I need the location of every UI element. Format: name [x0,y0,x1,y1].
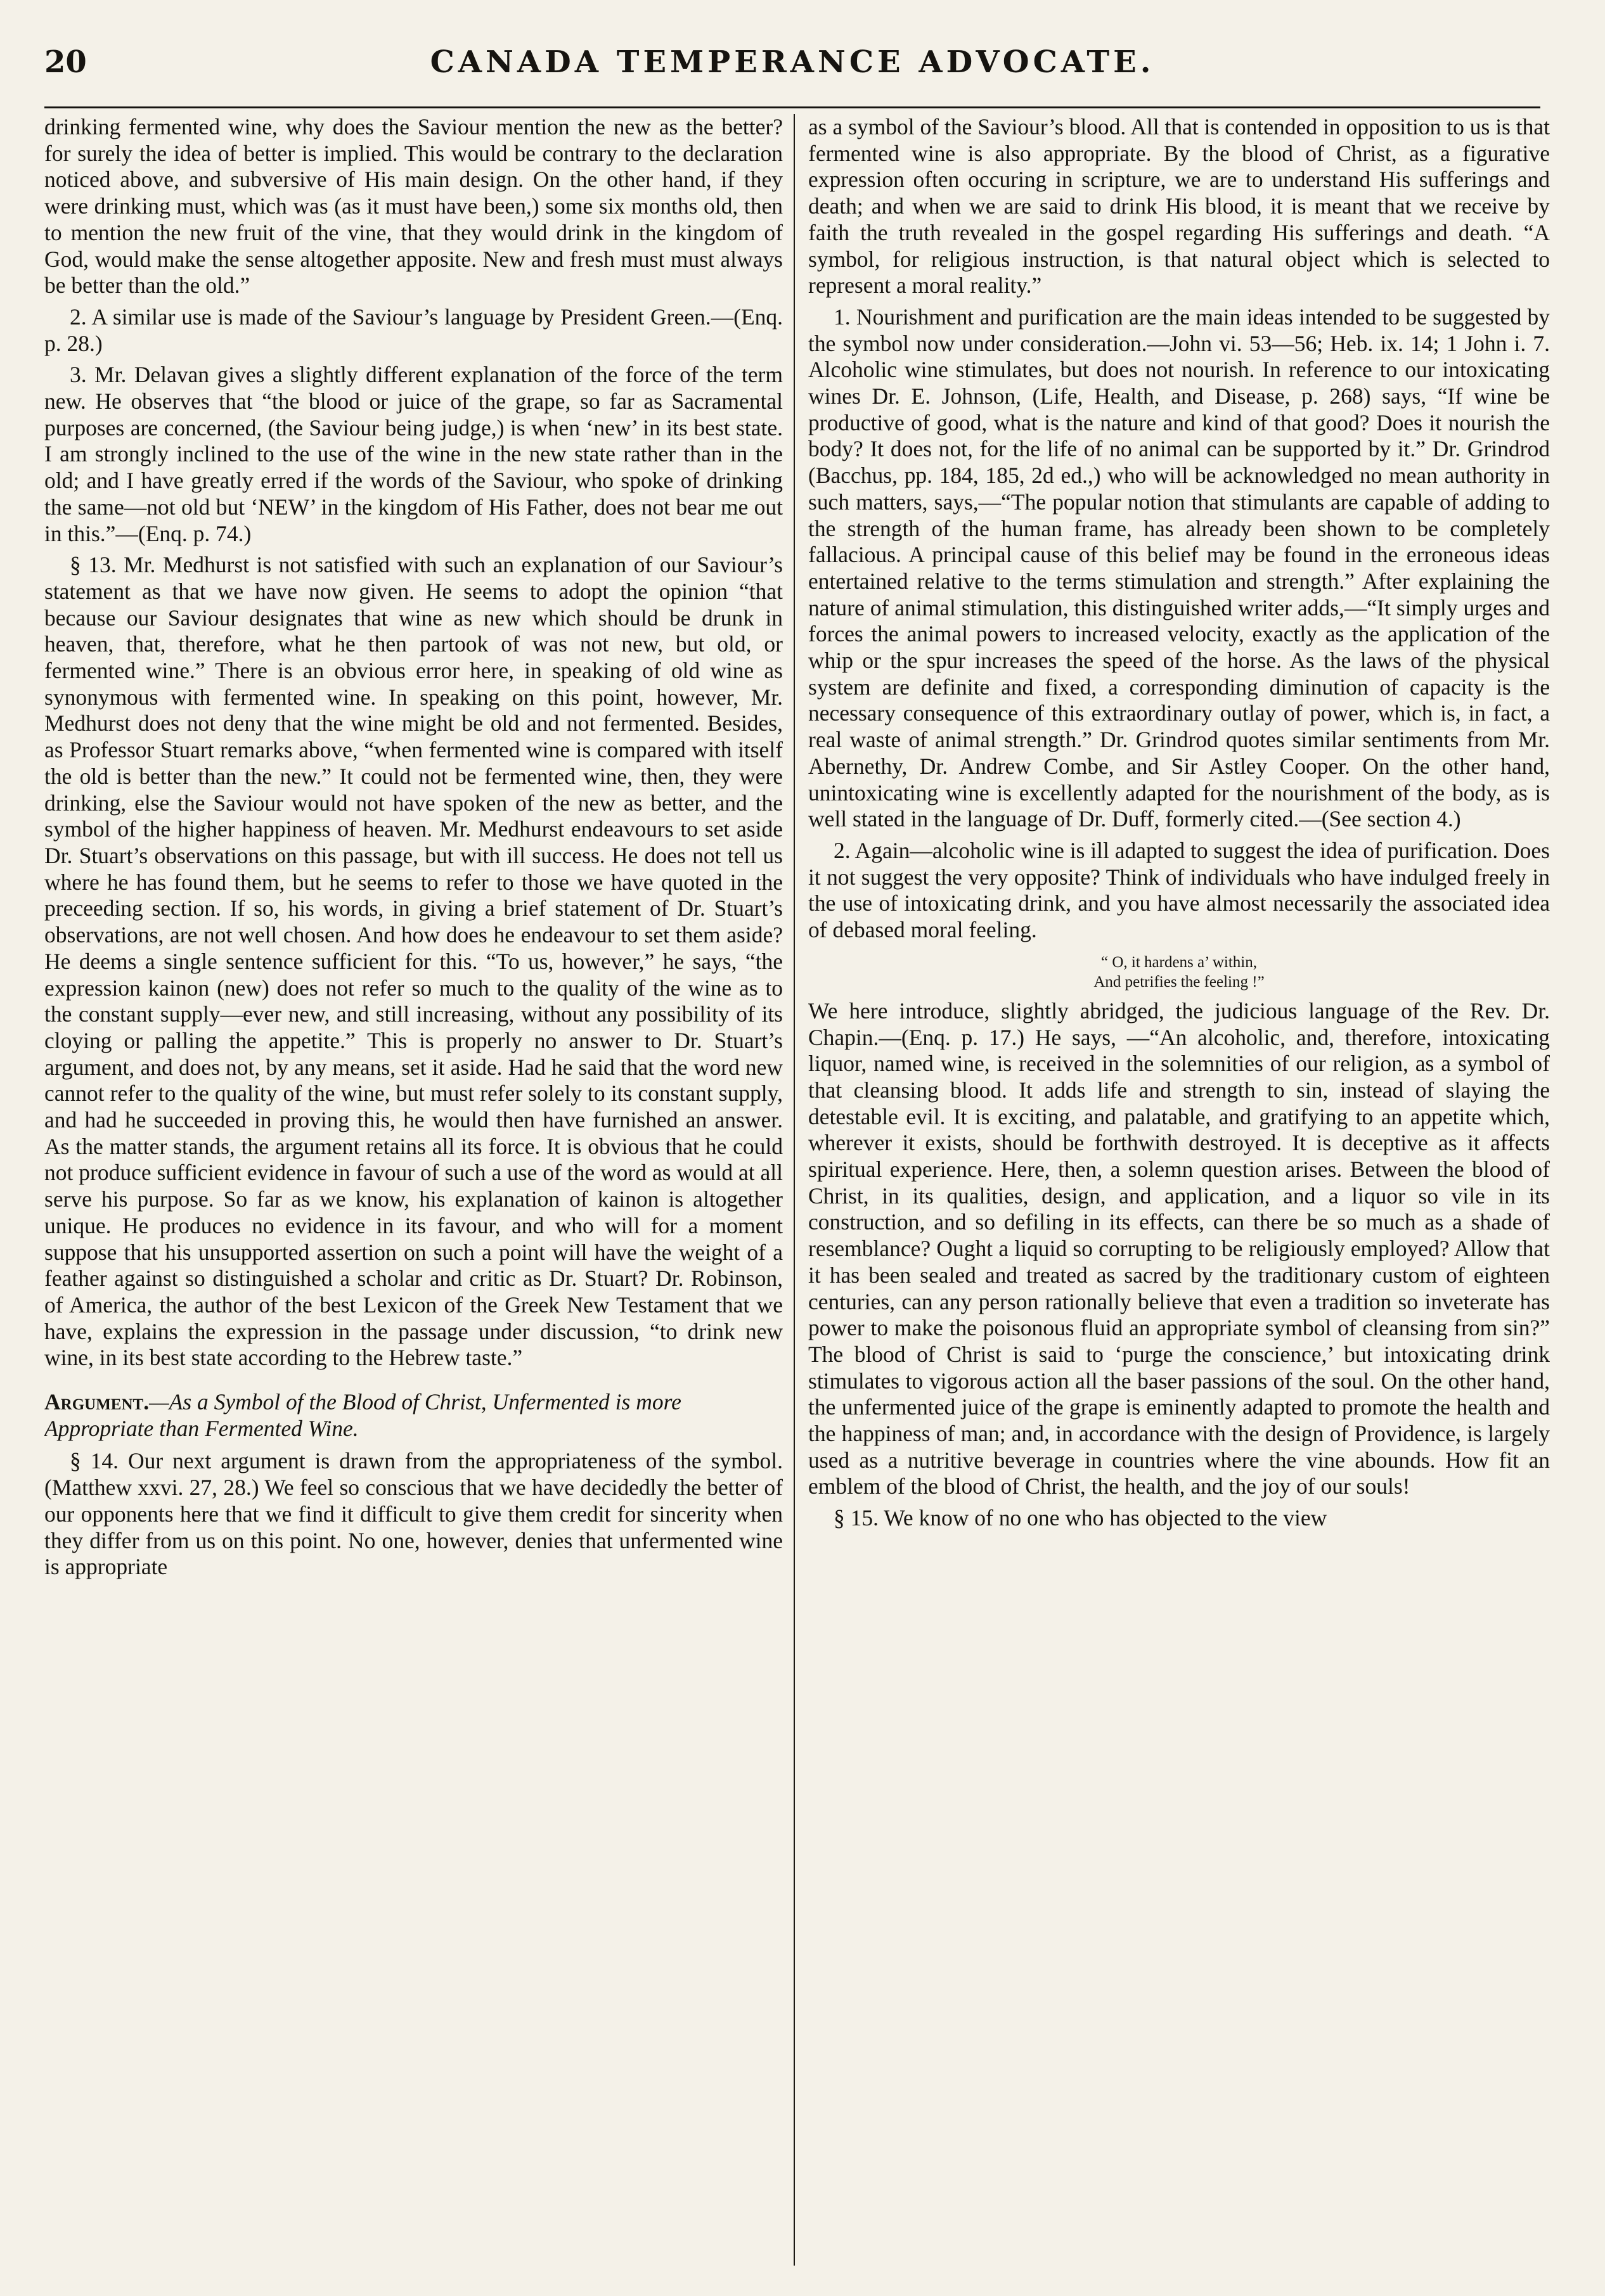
journal-title: CANADA TEMPERANCE ADVOCATE. [430,44,1155,80]
left-paragraph-1: drinking fermented wine, why does the Saviour mention the new as the better? for surely the idea of better is implied. This would be contrary to the declaration noticed above, and subversive of His main design. On the other hand, if they were drinking must, which was (as it must have been,) some six months old, then to mention the new fruit of the vine, that they would drink in the kingdom of God, would make the sense altogether apposite. New and fresh must must always be better than the old.” [44,114,783,298]
poetry-quote [808,952,1550,992]
right-paragraph-5: § 15. We know of no one who has objected to the view [834,1505,1327,1531]
left-column [44,114,783,2281]
argument-heading [44,1389,783,1442]
left-paragraph-4: § 13. Mr. Medhurst is not satisfied with such an explanation of our Saviour’s statement as that we have now given. He seems to adopt the opinion “that because our Saviour designates that wine as new which should be drunk in heaven, that, therefore, what he then partook of was not new, but old, or fermented wine.” There is an obvious error here, in speaking of old wine as synonymous with fermented wine. In speaking on this point, however, Mr. Medhurst does not deny that the wine might be old and not fermented. Besides, as Professor Stuart remarks above, “when fermented wine is compared with itself the old is better than the new.” It could not be fermented wine, then, they were drinking, else the Saviour would not have spoken of the new as better, and the symbol of the higher happiness of heaven. Mr. Medhurst endeavours to set aside Dr. Stuart’s observations on this passage, but with ill success. He does not tell us where he has found them, but he seems to refer to those we have quoted in the preceeding section. If so, his words, in giving a brief statement of Dr. Stuart’s observations, are not well chosen. And how does he endeavour to set them aside? He deems a single sentence sufficient for this. “To us, however,” he says, “the expression kainon (new) does not refer so much to the quality of the wine as to the constant supply—ever new, and still increasing, without any possibility of its cloying or palling the appetite.” This is properly no answer to Dr. Stuart’s argument, and does not, by any means, set it aside. Had he said that the word new cannot refer to the quality of the wine, but must refer solely to its constant supply, and had he succeeded in proving this, he would then have furnished an answer. As the matter stands, the argument retains all its force. It is obvious that he could not produce sufficient evidence in favour of such a use of the word as would at all serve his purpose. So far as we know, his explanation of kainon is altogether unique. He produces no evidence in its favour, and who will for a moment suppose that his unsupported assertion on such a point will have the weight of a feather against so distinguished a scholar and critic as Dr. Stuart? Dr. Robinson, of America, the author of the best Lexicon of the Greek New Testament that we have, explains the expression in the passage under discussion, “to drink new wine, in its best state according to the Hebrew taste.” [44,552,783,1371]
header-rule [44,106,1540,108]
right-paragraph-4: We here introduce, slightly abridged, the judicious language of the Rev. Dr. Chapin.—(Enq. p. 17.) He says, —“An alcoholic, and, therefore, intoxicating liquor, named wine, is received in the solemnities of our religion, as a symbol of that cleansing blood. It adds life and strength to sin, instead of slaying the detestable evil. It is exciting, and palatable, and gratifying to an appetite which, wherever it exists, should be forthwith destroyed. It is deceptive as it affects spiritual experience. Here, then, a solemn question arises. Between the blood of Christ, in its qualities, design, and application, and a liquor so vile in its construction, and so defiling in its effects, can there be so much as a shade of resemblance? Ought a liquid so corrupting to be religiously employed? Allow that it has been sealed and treated as sacred by the traditionary custom of eighteen centuries, can any person rationally believe that even a tradition so inveterate has power to make the poisonous fluid an appropriate symbol of cleansing from sin?” The blood of Christ is said to ‘purge the conscience,’ but intoxicating drink stimulates to vigorous action all the baser passions of the soul. On the other hand, the unfermented juice of the grape is eminently adapted to promote the health and the happiness of man; and, in accordance with the design of Providence, is largely used as a nutritive beverage in countries where the vine abounds. How fit an emblem of the blood of Christ, the health, and the joy of our souls! [808,997,1550,1499]
right-paragraph-2: 1. Nourishment and purification are the main ideas intended to be suggested by the symbol now under consideration.—John vi. 53—56; Heb. ix. 14; 1 John i. 7. Alcoholic wine stimulates, but does not nourish. In reference to our intoxicating wines Dr. E. Johnson, (Life, Health, and Disease, p. 268) says, “If wine be productive of good, what is the nature and kind of that good? Does it nourish the body? It does not, for the life of no animal can be supported by it.” Dr. Grindrod (Bacchus, pp. 184, 185, 2d ed.,) who will be acknowledged no mean authority in such matters, says,—“The popular notion that stimulants are capable of adding to the strength of the human frame, has already been shown to be completely fallacious. A principal cause of this belief may be found in the erroneous ideas entertained relative to the terms stimulation and strength.” After explaining the nature of animal stimulation, this distinguished writer adds,—“It simply urges and forces the animal powers to increased velocity, exactly as the application of the whip or the spur increases the speed of the horse. As the laws of the physical system are definite and fixed, a corresponding diminution of capacity is the necessary consequence of this extraordinary outlay of power, which is, in fact, a real waste of animal strength.” Dr. Grindrod quotes similar sentiments from Mr. Abernethy, Dr. Andrew Combe, and Sir Astley Cooper. On the other hand, unintoxicating wine is excellently adapted for the nourishment of the body, as is well stated in the language of Dr. Duff, formerly cited.—(See section 4.) [808,304,1550,832]
right-column [808,114,1550,2281]
poetry-quote-line-2: And petrifies the feeling !” [1093,973,1265,991]
left-paragraph-2: 2. A similar use is made of the Saviour’s language by President Green.—(Enq. p. 28.) [44,304,783,356]
page-number: 20 [44,44,87,80]
column-divider [794,114,795,2266]
left-paragraph-3: 3. Mr. Delavan gives a slightly different explanation of the force of the term new. He observes that “the blood or juice of the grape, so far as Sacramental purposes are concerned, (the Saviour being judge,) is when ‘new’ in its best state. I am strongly inclined to the use of the wine in the new state rather than in the old; and I have greatly erred if the words of the Saviour, who spoke of drinking the same—not old but ‘NEW’ in the kingdom of His Father, does not bear me out in this.”—(Enq. p. 74.) [44,362,783,546]
argument-heading-label: Argument. [44,1389,150,1415]
left-paragraph-5: § 14. Our next argument is drawn from the appropriateness of the symbol. (Matthew xxvi. 27, 28.) We feel so conscious that we have decidedly the better of our opponents here that we find it difficult to give them credit for sincerity when they differ from us on this point. No one, however, denies that unfermented wine is appropriate [44,1448,783,1580]
argument-heading-title: —As a Symbol of the Blood of Christ, Unfermented is more Appropriate than Fermented Wine. [44,1389,681,1441]
poetry-quote-line-1: “ O, it hardens a’ within, [1101,953,1257,971]
right-paragraph-3: 2. Again—alcoholic wine is ill adapted to suggest the idea of purification. Does it not suggest the very opposite? Think of individuals who have indulged freely in the use of intoxicating drink, and you have almost necessarily the associated idea of debased moral feeling. [808,837,1550,943]
page-header [44,44,1540,101]
right-paragraph-1: as a symbol of the Saviour’s blood. All that is contended in opposition to us is that fermented wine is also appropriate. By the blood of Christ, as a figurative expression often occuring in scripture, we are to understand His sufferings and death; and when we are said to drink His blood, it is meant that we receive by faith the truth revealed in the gospel regarding His sufferings and death. “A symbol, for religious instruction, is that natural object which is selected to represent a moral reality.” [808,114,1550,298]
